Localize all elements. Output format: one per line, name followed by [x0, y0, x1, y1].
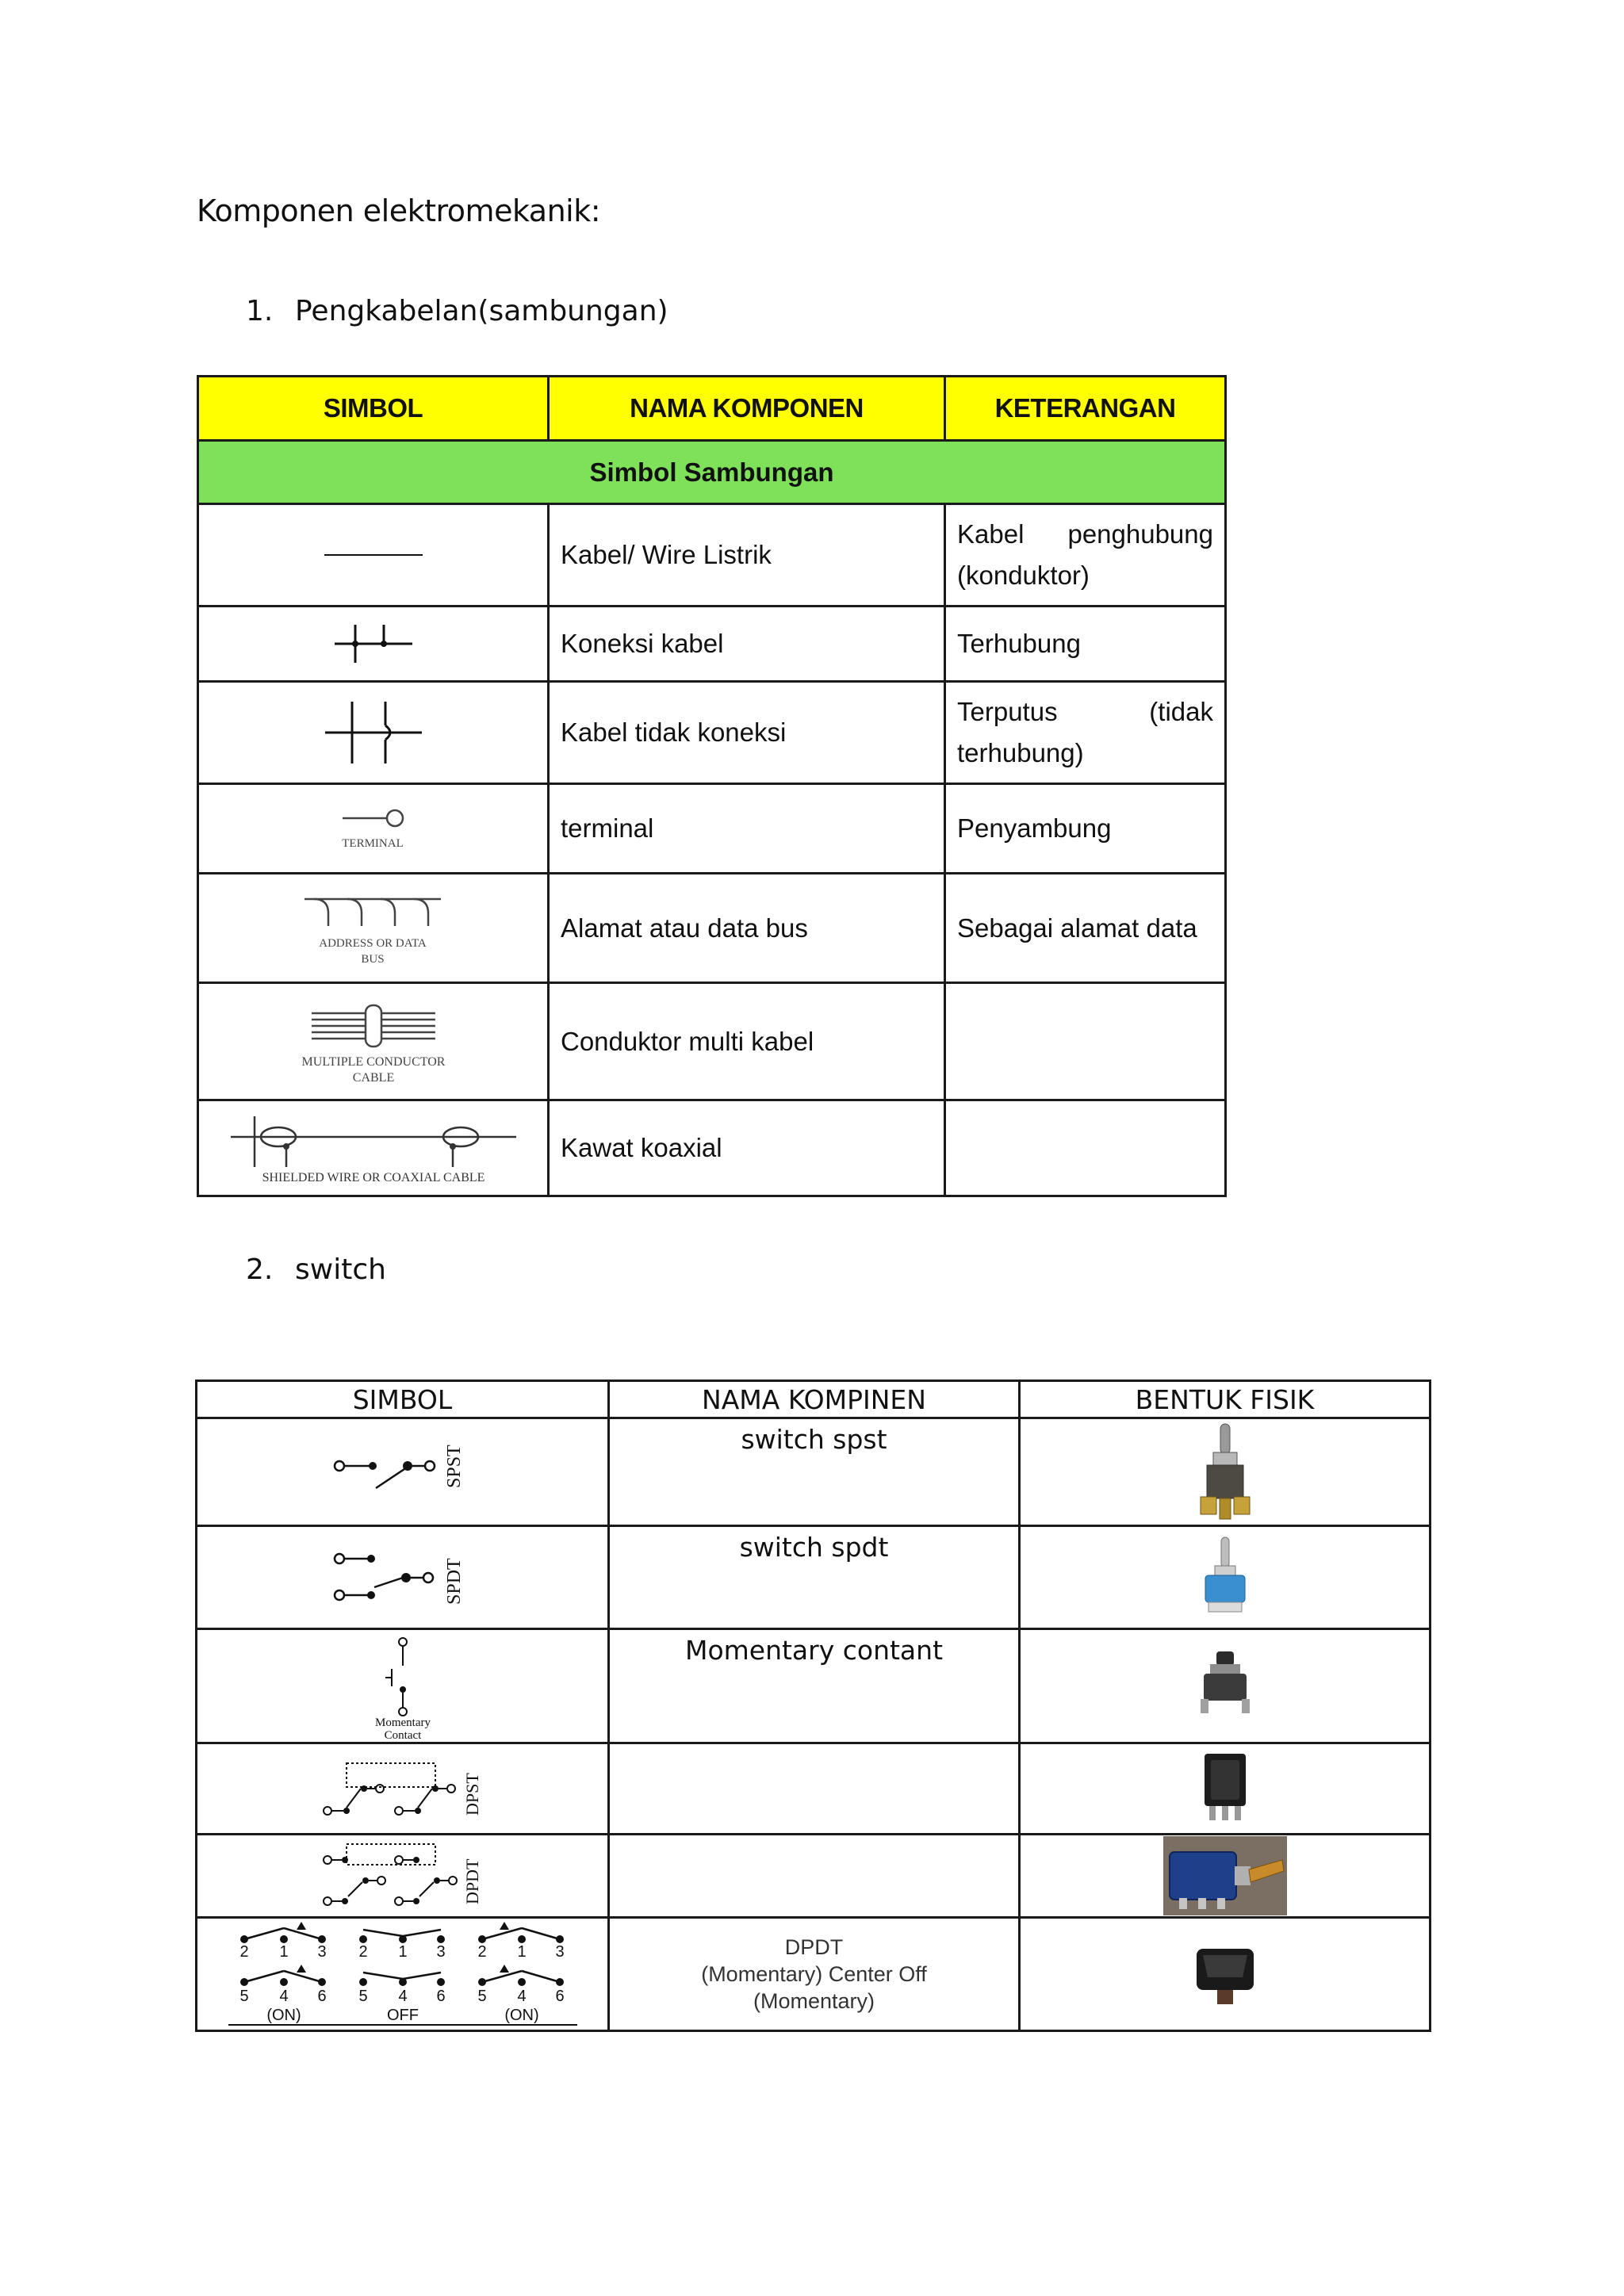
momentary-label-2: Contact — [384, 1728, 421, 1742]
component-description: Terputus (tidak terhubung) — [945, 682, 1226, 784]
pin-label: 1 — [278, 1943, 289, 1961]
table2-header-row — [197, 1381, 1431, 1418]
table1-header-symbol: SIMBOL — [198, 377, 549, 441]
page-heading: Komponen elektromekanik: — [197, 193, 601, 228]
toggle-switch-photo-icon — [1020, 1418, 1431, 1526]
mini-toggle-photo-icon — [1020, 1526, 1431, 1629]
spst-label: SPST — [443, 1444, 465, 1488]
switch-name-line-2: (Momentary) Center Off — [701, 1962, 927, 1986]
terminal-symbol-label: TERMINAL — [341, 837, 404, 850]
table1-group-label: Simbol Sambungan — [198, 441, 1226, 504]
component-description: Terhubung — [945, 607, 1226, 682]
pin-label: 2 — [477, 1943, 487, 1961]
pin-label: 3 — [316, 1943, 327, 1961]
component-description: Sebagai alamat data — [945, 874, 1226, 983]
pin-label: 3 — [554, 1943, 565, 1961]
section-1-number: 1. — [246, 295, 274, 327]
bus-symbol-label-1: ADDRESS OR DATA — [318, 936, 427, 950]
state-label-off: OFF — [386, 2007, 419, 2024]
component-description: Penyambung — [945, 784, 1226, 874]
black-rocker-photo-icon — [1020, 1918, 1431, 2031]
dpst-label: DPST — [462, 1773, 482, 1816]
wiring-symbols-table — [197, 375, 1227, 1197]
table2-header-name: NAMA KOMPINEN — [609, 1381, 1020, 1418]
table-row — [198, 682, 1226, 784]
dpdt-center-off-symbol-icon — [197, 1918, 609, 2031]
wire-line-icon — [198, 504, 549, 607]
shielded-coaxial-icon — [198, 1100, 549, 1196]
switch-name — [609, 1743, 1020, 1835]
cable-symbol-label-2: CABLE — [352, 1070, 394, 1085]
switch-name — [609, 1835, 1020, 1918]
section-1-title — [246, 295, 668, 327]
component-name: Kawat koaxial — [549, 1100, 945, 1196]
pin-label: 1 — [516, 1943, 527, 1961]
unconnected-wire-icon — [198, 682, 549, 784]
section-2-label: switch — [295, 1253, 386, 1286]
switch-name: switch spst — [609, 1418, 1020, 1526]
dpdt-symbol-icon — [197, 1835, 609, 1918]
component-name: Kabel tidak koneksi — [549, 682, 945, 784]
coaxial-symbol-label: SHIELDED WIRE OR COAXIAL CABLE — [262, 1171, 485, 1184]
address-data-bus-icon — [198, 874, 549, 983]
table-row — [198, 607, 1226, 682]
table-row — [198, 983, 1226, 1100]
connected-wire-icon — [198, 607, 549, 682]
dpdt-label: DPDT — [462, 1858, 482, 1904]
section-2-number: 2. — [246, 1253, 274, 1286]
momentary-contact-symbol-icon — [197, 1629, 609, 1743]
component-name: Kabel/ Wire Listrik — [549, 504, 945, 607]
spst-symbol-icon — [197, 1418, 609, 1526]
table-row — [197, 1629, 1431, 1743]
table1-group-row — [198, 441, 1226, 504]
spdt-symbol-icon — [197, 1526, 609, 1629]
pin-label: 6 — [435, 1988, 446, 2005]
pin-label: 5 — [239, 1988, 249, 2005]
table-row — [197, 1918, 1431, 2031]
table-row — [198, 1100, 1226, 1196]
bus-symbol-label-2: BUS — [360, 952, 385, 966]
switch-name-line-3: (Momentary) — [753, 1989, 875, 2013]
table-row — [198, 784, 1226, 874]
table-row — [198, 874, 1226, 983]
component-description: Kabel penghubung (konduktor) — [945, 504, 1226, 607]
table1-header-name: NAMA KOMPONEN — [549, 377, 945, 441]
table-row — [197, 1743, 1431, 1835]
switch-name-line-1: DPDT — [784, 1935, 844, 1959]
pin-label: 5 — [477, 1988, 487, 2005]
component-description — [945, 983, 1226, 1100]
momentary-label-1: Momentary — [374, 1716, 431, 1729]
pin-label: 6 — [316, 1988, 327, 2005]
pin-label: 4 — [397, 1988, 408, 2005]
table1-header-description: KETERANGAN — [945, 377, 1226, 441]
pin-label: 3 — [435, 1943, 446, 1961]
component-name: Alamat atau data bus — [549, 874, 945, 983]
table-row — [197, 1418, 1431, 1526]
table-row — [198, 504, 1226, 607]
component-name: terminal — [549, 784, 945, 874]
pin-label: 2 — [358, 1943, 368, 1961]
pin-label: 6 — [554, 1988, 565, 2005]
dpst-symbol-icon — [197, 1743, 609, 1835]
section-1-label: Pengkabelan(sambungan) — [295, 295, 668, 327]
table2-header-symbol: SIMBOL — [197, 1381, 609, 1418]
push-button-photo-icon — [1020, 1629, 1431, 1743]
switch-name: Momentary contant — [609, 1629, 1020, 1743]
component-name: Conduktor multi kabel — [549, 983, 945, 1100]
pin-label: 2 — [239, 1943, 249, 1961]
state-label-on-right: (ON) — [504, 2007, 539, 2024]
table1-header-row — [198, 377, 1226, 441]
component-name: Koneksi kabel — [549, 607, 945, 682]
pin-label: 1 — [397, 1943, 408, 1961]
pin-label: 5 — [358, 1988, 368, 2005]
pin-label: 4 — [516, 1988, 527, 2005]
cable-symbol-label-1: MULTIPLE CONDUCTOR — [301, 1054, 445, 1069]
state-label-on-left: (ON) — [266, 2007, 301, 2024]
switch-name: switch spdt — [609, 1526, 1020, 1629]
blue-toggle-photo-icon — [1020, 1835, 1431, 1918]
switch-table — [195, 1380, 1431, 2032]
terminal-icon — [198, 784, 549, 874]
multiple-conductor-cable-icon — [198, 983, 549, 1100]
rocker-switch-photo-icon — [1020, 1743, 1431, 1835]
section-2-title — [246, 1253, 386, 1286]
table2-header-physical: BENTUK FISIK — [1020, 1381, 1431, 1418]
pin-label: 4 — [278, 1988, 289, 2005]
spdt-label: SPDT — [443, 1557, 465, 1605]
component-description — [945, 1100, 1226, 1196]
switch-name-block — [609, 1918, 1020, 2031]
table-row — [197, 1835, 1431, 1918]
table-row — [197, 1526, 1431, 1629]
